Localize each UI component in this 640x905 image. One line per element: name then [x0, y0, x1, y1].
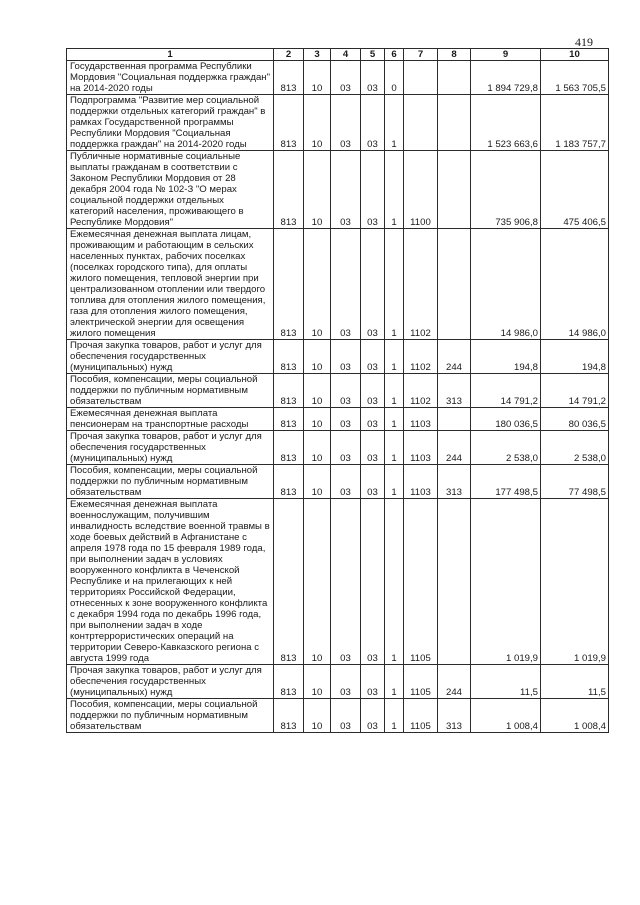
cell-program: 03: [361, 151, 385, 229]
cell-expense-type: 244: [438, 340, 471, 374]
cell-program: 03: [361, 431, 385, 465]
cell-amount-1: 194,8: [471, 340, 541, 374]
cell-program: 03: [361, 665, 385, 699]
cell-amount-2: 14 791,2: [541, 374, 609, 408]
column-header: 5: [361, 49, 385, 61]
cell-subsection: 03: [331, 665, 361, 699]
cell-section: 10: [304, 431, 331, 465]
cell-article: 1105: [404, 699, 438, 733]
row-name: Пособия, компенсации, меры социальной поддержки по публичным нормативным обязательствам: [67, 465, 274, 499]
cell-amount-2: 11,5: [541, 665, 609, 699]
cell-amount-2: 475 406,5: [541, 151, 609, 229]
cell-section: 10: [304, 229, 331, 340]
cell-article: 1103: [404, 431, 438, 465]
cell-ministry: 813: [274, 699, 304, 733]
cell-program: 03: [361, 340, 385, 374]
cell-ministry: 813: [274, 465, 304, 499]
cell-section: 10: [304, 340, 331, 374]
cell-section: 10: [304, 699, 331, 733]
page-number: 419: [575, 35, 593, 49]
cell-amount-1: 1 894 729,8: [471, 61, 541, 95]
cell-subprogram: 1: [385, 95, 404, 151]
cell-amount-1: 14 986,0: [471, 229, 541, 340]
table-row: [67, 465, 609, 499]
cell-program: 03: [361, 374, 385, 408]
cell-expense-type: 244: [438, 431, 471, 465]
row-name: Публичные нормативные социальные выплаты гражданам в соответствии с Законом Республики Мордовия от 28 декабря 2004 года № 102-З "О мерах социальной поддержки отдельных категорий населения, проживающего в Республике Мордовия": [67, 151, 274, 229]
cell-ministry: 813: [274, 499, 304, 665]
cell-program: 03: [361, 95, 385, 151]
table-row: [67, 229, 609, 340]
cell-ministry: 813: [274, 340, 304, 374]
cell-amount-2: 1 183 757,7: [541, 95, 609, 151]
cell-section: 10: [304, 95, 331, 151]
column-header: 9: [471, 49, 541, 61]
table-row: [67, 499, 609, 665]
cell-ministry: 813: [274, 431, 304, 465]
cell-section: 10: [304, 665, 331, 699]
column-header: 1: [67, 49, 274, 61]
cell-amount-2: 77 498,5: [541, 465, 609, 499]
cell-subprogram: 1: [385, 499, 404, 665]
cell-amount-2: 80 036,5: [541, 408, 609, 431]
cell-section: 10: [304, 499, 331, 665]
cell-amount-2: 2 538,0: [541, 431, 609, 465]
cell-subsection: 03: [331, 499, 361, 665]
cell-program: 03: [361, 499, 385, 665]
cell-subprogram: 1: [385, 151, 404, 229]
cell-article: 1105: [404, 499, 438, 665]
cell-subprogram: 1: [385, 665, 404, 699]
cell-ministry: 813: [274, 665, 304, 699]
table-header-row: [67, 49, 609, 61]
cell-amount-1: 1 008,4: [471, 699, 541, 733]
cell-subsection: 03: [331, 229, 361, 340]
column-header: 4: [331, 49, 361, 61]
row-name: Прочая закупка товаров, работ и услуг для обеспечения государственных (муниципальных) нужд: [67, 665, 274, 699]
table-row: [67, 340, 609, 374]
cell-ministry: 813: [274, 408, 304, 431]
cell-section: 10: [304, 408, 331, 431]
cell-article: 1105: [404, 665, 438, 699]
cell-amount-2: 1 563 705,5: [541, 61, 609, 95]
cell-amount-1: 2 538,0: [471, 431, 541, 465]
cell-subsection: 03: [331, 374, 361, 408]
row-name: Ежемесячная денежная выплата лицам, проживающим и работающим в сельских населенных пунктах, рабочих поселках (поселках городского типа), для оплаты жилого помещения, тепловой энергии при централизованном отоплении или твердого топлива для отопления жилого помещения, газа для отопления жилого помещения, электрической энергии для освещения жилого помещения: [67, 229, 274, 340]
table-row: [67, 699, 609, 733]
table-row: [67, 95, 609, 151]
cell-subprogram: 0: [385, 61, 404, 95]
cell-subprogram: 1: [385, 408, 404, 431]
cell-subsection: 03: [331, 61, 361, 95]
cell-section: 10: [304, 465, 331, 499]
cell-subprogram: 1: [385, 340, 404, 374]
cell-ministry: 813: [274, 151, 304, 229]
column-header: 8: [438, 49, 471, 61]
cell-amount-1: 1 523 663,6: [471, 95, 541, 151]
row-name: Прочая закупка товаров, работ и услуг для обеспечения государственных (муниципальных) нужд: [67, 431, 274, 465]
cell-expense-type: 313: [438, 699, 471, 733]
cell-expense-type: 244: [438, 665, 471, 699]
table-row: [67, 151, 609, 229]
cell-expense-type: 313: [438, 465, 471, 499]
table-row: [67, 431, 609, 465]
row-name: Ежемесячная денежная выплата пенсионерам на транспортные расходы: [67, 408, 274, 431]
cell-subprogram: 1: [385, 431, 404, 465]
cell-subsection: 03: [331, 408, 361, 431]
cell-article: 1102: [404, 340, 438, 374]
cell-subprogram: 1: [385, 699, 404, 733]
cell-program: 03: [361, 229, 385, 340]
table-row: [67, 61, 609, 95]
cell-expense-type: 313: [438, 374, 471, 408]
cell-article: 1100: [404, 151, 438, 229]
cell-expense-type: [438, 151, 471, 229]
cell-article: [404, 95, 438, 151]
cell-amount-2: 194,8: [541, 340, 609, 374]
cell-article: 1102: [404, 229, 438, 340]
cell-amount-2: 1 019,9: [541, 499, 609, 665]
cell-article: 1102: [404, 374, 438, 408]
cell-amount-2: 1 008,4: [541, 699, 609, 733]
cell-ministry: 813: [274, 95, 304, 151]
cell-subsection: 03: [331, 699, 361, 733]
cell-expense-type: [438, 95, 471, 151]
cell-subsection: 03: [331, 151, 361, 229]
row-name: Пособия, компенсации, меры социальной поддержки по публичным нормативным обязательствам: [67, 374, 274, 408]
cell-amount-1: 180 036,5: [471, 408, 541, 431]
cell-subsection: 03: [331, 340, 361, 374]
cell-section: 10: [304, 151, 331, 229]
cell-subsection: 03: [331, 465, 361, 499]
table-row: [67, 665, 609, 699]
column-header: 6: [385, 49, 404, 61]
cell-ministry: 813: [274, 374, 304, 408]
column-header: 7: [404, 49, 438, 61]
cell-article: 1103: [404, 408, 438, 431]
cell-expense-type: [438, 499, 471, 665]
row-name: Пособия, компенсации, меры социальной поддержки по публичным нормативным обязательствам: [67, 699, 274, 733]
table-row: [67, 408, 609, 431]
cell-amount-2: 14 986,0: [541, 229, 609, 340]
cell-expense-type: [438, 408, 471, 431]
column-header: 10: [541, 49, 609, 61]
cell-amount-1: 735 906,8: [471, 151, 541, 229]
row-name: Государственная программа Республики Мордовия "Социальная поддержка граждан" на 2014-2020 годы: [67, 61, 274, 95]
cell-expense-type: [438, 61, 471, 95]
cell-subprogram: 1: [385, 374, 404, 408]
cell-amount-1: 1 019,9: [471, 499, 541, 665]
cell-subprogram: 1: [385, 465, 404, 499]
cell-ministry: 813: [274, 229, 304, 340]
budget-table: [66, 48, 609, 733]
row-name: Прочая закупка товаров, работ и услуг для обеспечения государственных (муниципальных) нужд: [67, 340, 274, 374]
cell-subsection: 03: [331, 431, 361, 465]
cell-article: [404, 61, 438, 95]
cell-program: 03: [361, 408, 385, 431]
cell-article: 1103: [404, 465, 438, 499]
cell-subsection: 03: [331, 95, 361, 151]
cell-ministry: 813: [274, 61, 304, 95]
cell-amount-1: 14 791,2: [471, 374, 541, 408]
cell-program: 03: [361, 699, 385, 733]
cell-amount-1: 177 498,5: [471, 465, 541, 499]
cell-section: 10: [304, 374, 331, 408]
cell-program: 03: [361, 465, 385, 499]
column-header: 2: [274, 49, 304, 61]
cell-program: 03: [361, 61, 385, 95]
cell-section: 10: [304, 61, 331, 95]
row-name: Подпрограмма "Развитие мер социальной поддержки отдельных категорий граждан" в рамках Государственной программы Республики Мордовия "Социальная поддержка граждан" на 2014-2020 годы: [67, 95, 274, 151]
table-row: [67, 374, 609, 408]
column-header: 3: [304, 49, 331, 61]
cell-expense-type: [438, 229, 471, 340]
row-name: Ежемесячная денежная выплата военнослужащим, получившим инвалидность вследствие военной травмы в ходе боевых действий в Афганистане с апреля 1978 года по 15 февраля 1989 года, при выполнении задач в условиях вооруженного конфликта в Чеченской Республике и на прилегающих к ней территориях Российской Федерации, отнесенных к зоне вооруженного конфликта с декабря 1994 года по декабрь 1996 года, при выполнении задач в ходе контртеррористических операций на территории Северо-Кавказского региона с августа 1999 года: [67, 499, 274, 665]
cell-subprogram: 1: [385, 229, 404, 340]
cell-amount-1: 11,5: [471, 665, 541, 699]
